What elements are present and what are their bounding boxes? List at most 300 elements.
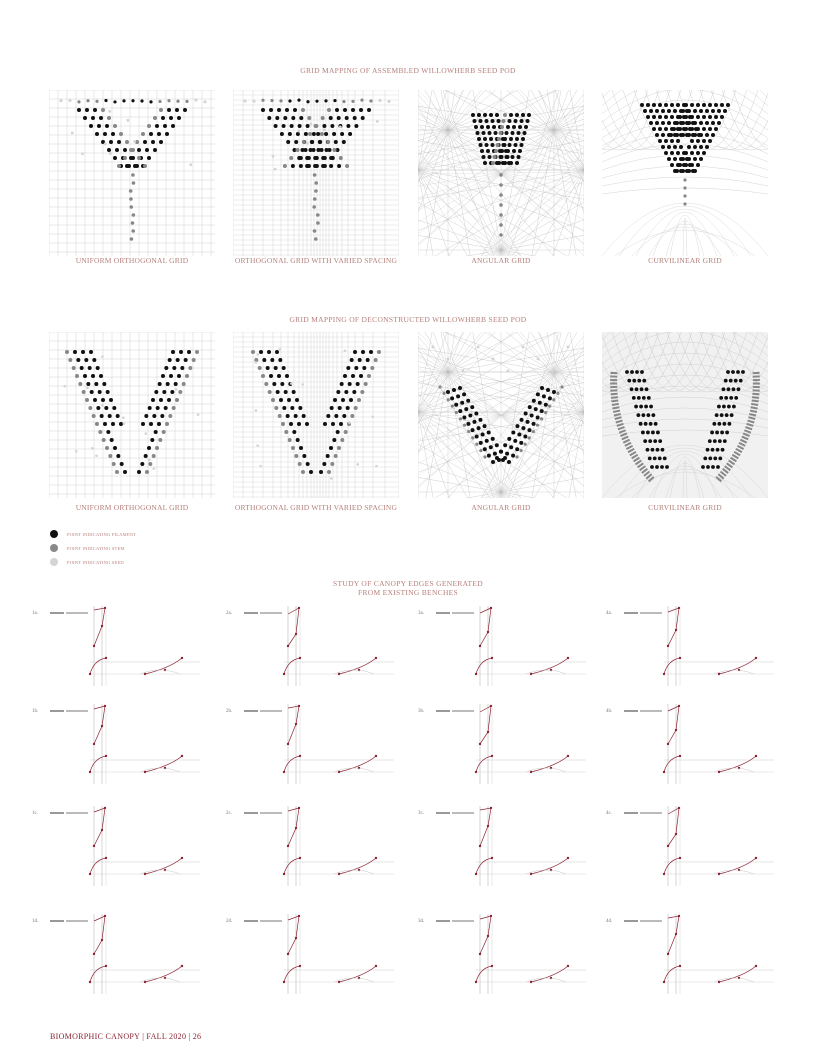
bench-bar	[640, 612, 662, 614]
point	[646, 103, 650, 107]
point	[651, 431, 655, 435]
point	[189, 163, 192, 166]
point	[326, 454, 330, 458]
point	[123, 470, 127, 474]
point	[330, 406, 334, 410]
point	[89, 124, 93, 128]
point	[718, 456, 722, 460]
point	[477, 426, 481, 430]
bench-bar	[640, 812, 662, 814]
point	[351, 100, 354, 103]
point	[658, 103, 662, 107]
point	[354, 366, 358, 370]
point	[272, 382, 276, 386]
point	[450, 396, 454, 400]
point	[725, 431, 729, 435]
edge-point	[287, 953, 289, 955]
point	[307, 164, 311, 168]
point	[520, 418, 524, 422]
point	[357, 398, 361, 402]
grid-curve	[683, 218, 687, 256]
point	[123, 148, 127, 152]
grid-curve	[602, 332, 637, 392]
edge-point	[298, 807, 300, 809]
point	[326, 414, 330, 418]
panel-label: ORTHOGONAL GRID WITH VARIED SPACING	[234, 503, 398, 512]
canopy-edge	[664, 658, 680, 674]
point	[438, 385, 441, 388]
point	[642, 396, 646, 400]
point	[670, 103, 674, 107]
point	[676, 103, 680, 107]
point	[109, 398, 113, 402]
point	[446, 390, 450, 394]
canopy-edge	[339, 858, 376, 874]
point	[717, 422, 721, 426]
point	[131, 99, 134, 102]
point	[135, 164, 139, 168]
grid-line	[501, 492, 584, 498]
edge-point	[755, 965, 757, 967]
point	[509, 113, 513, 117]
edge-point	[283, 873, 285, 875]
point	[131, 221, 135, 225]
point	[170, 390, 174, 394]
edge-point	[89, 673, 91, 675]
point	[741, 370, 745, 374]
point	[314, 189, 318, 193]
point	[473, 119, 477, 123]
canopy-edge	[668, 916, 679, 954]
bench-bar	[640, 710, 662, 712]
point	[342, 100, 345, 103]
point	[480, 125, 484, 129]
point	[508, 119, 512, 123]
point	[277, 374, 281, 378]
point	[732, 387, 736, 391]
uniform-grid-diagram	[49, 332, 215, 498]
point	[158, 438, 162, 442]
point	[333, 398, 337, 402]
point	[271, 398, 275, 402]
bench-bar	[624, 812, 638, 814]
edge-point	[283, 771, 285, 773]
point	[192, 358, 196, 362]
point	[526, 119, 530, 123]
point	[651, 413, 655, 417]
grid-curve	[619, 448, 751, 498]
point	[339, 125, 342, 128]
point	[488, 155, 492, 159]
point	[458, 409, 462, 413]
point	[126, 119, 129, 122]
edge-point	[105, 657, 107, 659]
point	[644, 422, 648, 426]
point	[696, 139, 700, 143]
point	[185, 100, 188, 103]
edge-point	[104, 807, 106, 809]
point	[321, 116, 325, 120]
grid-curve	[602, 332, 768, 356]
edge-point	[663, 873, 665, 875]
point	[144, 454, 148, 458]
point	[719, 396, 723, 400]
point	[131, 173, 135, 177]
point	[172, 406, 176, 410]
point	[496, 143, 500, 147]
point	[548, 404, 551, 407]
point	[722, 405, 726, 409]
point	[702, 127, 706, 131]
point	[499, 203, 503, 207]
point	[491, 119, 495, 123]
edge-point	[299, 965, 301, 967]
varied-grid-diagram	[233, 90, 399, 256]
grid-line	[448, 90, 493, 130]
point	[334, 454, 338, 458]
point	[720, 103, 724, 107]
point	[722, 422, 726, 426]
point	[304, 132, 308, 136]
curvilinear-grid-diagram	[602, 90, 768, 256]
point	[243, 99, 246, 102]
canopy-edge	[94, 808, 105, 846]
point	[503, 143, 507, 147]
point	[125, 164, 129, 168]
point	[345, 164, 349, 168]
point	[509, 445, 513, 449]
point	[325, 148, 329, 152]
point	[122, 99, 125, 102]
point	[471, 436, 474, 439]
grid-line	[501, 492, 546, 498]
point	[552, 398, 555, 401]
point	[291, 164, 295, 168]
point	[708, 439, 712, 443]
point	[527, 113, 531, 117]
point	[360, 99, 363, 102]
grid-curve	[602, 342, 768, 372]
grid-line	[554, 332, 584, 372]
point	[115, 470, 119, 474]
canopy-edge	[339, 658, 376, 674]
point	[714, 127, 718, 131]
grid-line	[501, 492, 584, 498]
point	[519, 449, 522, 452]
point	[83, 116, 87, 120]
point	[517, 131, 521, 135]
point	[734, 396, 738, 400]
point	[493, 155, 497, 159]
panel-assembled-uniform	[49, 90, 215, 256]
point	[706, 465, 710, 469]
point	[340, 382, 344, 386]
point	[298, 406, 302, 410]
grid-curve	[602, 408, 768, 420]
point	[731, 370, 735, 374]
point	[485, 119, 489, 123]
point	[106, 390, 110, 394]
point	[179, 350, 183, 354]
grid-curve	[632, 227, 738, 256]
edge-point	[675, 833, 677, 835]
point	[699, 109, 703, 113]
point	[634, 405, 638, 409]
canopy-edge-study	[0, 600, 816, 1000]
point	[144, 414, 148, 418]
point	[71, 131, 74, 134]
point	[343, 374, 347, 378]
grid-curve	[602, 90, 681, 150]
point	[724, 396, 728, 400]
bench-bar	[260, 710, 282, 712]
point	[93, 108, 97, 112]
point	[521, 113, 525, 117]
point	[432, 346, 435, 349]
point	[313, 197, 317, 201]
edge-point	[755, 657, 757, 659]
point	[353, 350, 357, 354]
edge-point	[678, 705, 680, 707]
canopy-edge	[664, 756, 680, 772]
point	[348, 132, 352, 136]
cell-label: 3a.	[418, 611, 424, 616]
grid-curve	[602, 332, 768, 340]
point	[534, 407, 538, 411]
point	[489, 113, 493, 117]
edge-point	[287, 645, 289, 647]
point	[540, 409, 544, 413]
point	[282, 406, 286, 410]
canopy-edge	[668, 608, 679, 646]
grid-line	[465, 332, 554, 372]
point	[487, 454, 491, 458]
grid-curve	[667, 332, 747, 392]
point	[296, 148, 300, 152]
point	[724, 379, 728, 383]
grid-curve	[612, 332, 692, 392]
point	[113, 100, 116, 103]
point	[305, 422, 309, 426]
bench-bar	[50, 812, 64, 814]
point	[512, 125, 516, 129]
edge-point	[295, 633, 297, 635]
point	[711, 448, 715, 452]
grid-line	[448, 130, 584, 256]
edge-point	[663, 771, 665, 773]
point	[684, 115, 688, 119]
point	[665, 465, 669, 469]
point	[664, 115, 668, 119]
point	[489, 137, 493, 141]
point	[464, 407, 468, 411]
filament-dot-icon	[50, 530, 58, 538]
grid-line	[448, 332, 578, 372]
point	[471, 428, 475, 432]
point	[279, 398, 283, 402]
point	[726, 103, 730, 107]
point	[694, 127, 698, 131]
legend-label: POINT INDICATING SEED	[67, 559, 124, 565]
point	[267, 350, 271, 354]
edge-point	[287, 743, 289, 745]
stem-dot-icon	[50, 544, 58, 552]
point	[131, 156, 135, 160]
point	[366, 358, 370, 362]
grid-line	[554, 332, 584, 372]
point	[171, 350, 175, 354]
edge-point	[295, 723, 297, 725]
edge-point	[678, 607, 680, 609]
bench-bar	[260, 612, 282, 614]
grid-line	[418, 492, 501, 498]
point	[499, 233, 503, 237]
point	[164, 406, 168, 410]
point	[523, 435, 527, 439]
point	[642, 379, 646, 383]
point	[513, 439, 517, 443]
point	[82, 390, 86, 394]
edge-point	[679, 965, 681, 967]
point	[81, 152, 84, 155]
panel-assembled-angular	[418, 90, 584, 256]
point	[132, 213, 136, 217]
grid-line	[554, 90, 584, 130]
point	[678, 115, 682, 119]
point	[632, 379, 636, 383]
point	[685, 133, 689, 137]
point	[116, 454, 120, 458]
point	[556, 392, 559, 395]
point	[729, 396, 733, 400]
bench-bar	[244, 612, 258, 614]
point	[269, 108, 273, 112]
point	[371, 415, 374, 418]
grid-line	[448, 332, 537, 372]
point	[164, 366, 168, 370]
grid-line	[501, 492, 584, 498]
grid-line	[418, 492, 501, 498]
point	[288, 438, 292, 442]
edge-point	[718, 673, 720, 675]
point	[509, 137, 513, 141]
edge-point	[105, 755, 107, 757]
point	[101, 398, 105, 402]
point	[307, 116, 311, 120]
edge-point	[530, 873, 532, 875]
point	[637, 396, 641, 400]
canopy-edge	[664, 858, 680, 874]
point	[655, 121, 659, 125]
point	[282, 366, 286, 370]
point	[462, 392, 466, 396]
edge-point	[718, 873, 720, 875]
point	[670, 139, 674, 143]
point	[346, 366, 350, 370]
edge-point	[101, 725, 103, 727]
edge-point	[89, 771, 91, 773]
bench-bar	[66, 812, 88, 814]
point	[306, 100, 309, 103]
point	[259, 465, 262, 468]
point	[59, 99, 62, 102]
point	[270, 99, 273, 102]
canopy-edge	[284, 966, 300, 982]
edge-point	[144, 873, 146, 875]
point	[283, 116, 287, 120]
point	[334, 414, 338, 418]
grid-curve	[678, 332, 758, 392]
grid-line	[554, 332, 584, 372]
point	[499, 173, 503, 177]
edge-point	[487, 935, 489, 937]
point	[567, 346, 570, 349]
point	[259, 350, 263, 354]
point	[329, 116, 333, 120]
point	[78, 382, 82, 386]
point	[499, 223, 503, 227]
point	[512, 149, 516, 153]
point	[528, 436, 531, 439]
edge-point	[491, 657, 493, 659]
point	[122, 416, 125, 419]
point	[274, 168, 277, 171]
point	[86, 382, 90, 386]
point	[352, 390, 356, 394]
point	[322, 124, 326, 128]
point	[646, 413, 650, 417]
point	[514, 119, 518, 123]
grid-line	[418, 492, 501, 498]
point	[632, 396, 636, 400]
point	[711, 109, 715, 113]
canopy-edge	[90, 858, 106, 874]
edge-point	[101, 829, 103, 831]
edge-point	[679, 657, 681, 659]
point	[129, 197, 133, 201]
point	[316, 221, 320, 225]
point	[477, 113, 481, 117]
point	[175, 398, 179, 402]
point	[154, 430, 158, 434]
point	[322, 462, 326, 466]
point	[275, 116, 279, 120]
point	[92, 414, 96, 418]
point	[111, 422, 115, 426]
point	[278, 414, 282, 418]
point	[658, 127, 662, 131]
point	[515, 455, 518, 458]
point	[77, 100, 80, 103]
point	[705, 109, 709, 113]
point	[256, 444, 259, 447]
legend-item-stem	[50, 541, 136, 555]
canopy-edge	[719, 658, 756, 674]
point	[640, 387, 644, 391]
cell-label: 1d.	[32, 919, 39, 924]
point	[664, 103, 668, 107]
point	[361, 116, 365, 120]
point	[349, 398, 353, 402]
point	[466, 399, 470, 403]
point	[168, 358, 172, 362]
point	[348, 421, 351, 424]
edge-point	[475, 873, 477, 875]
legend-item-filament	[50, 527, 136, 541]
point	[485, 439, 489, 443]
point	[120, 462, 124, 466]
point	[165, 422, 169, 426]
